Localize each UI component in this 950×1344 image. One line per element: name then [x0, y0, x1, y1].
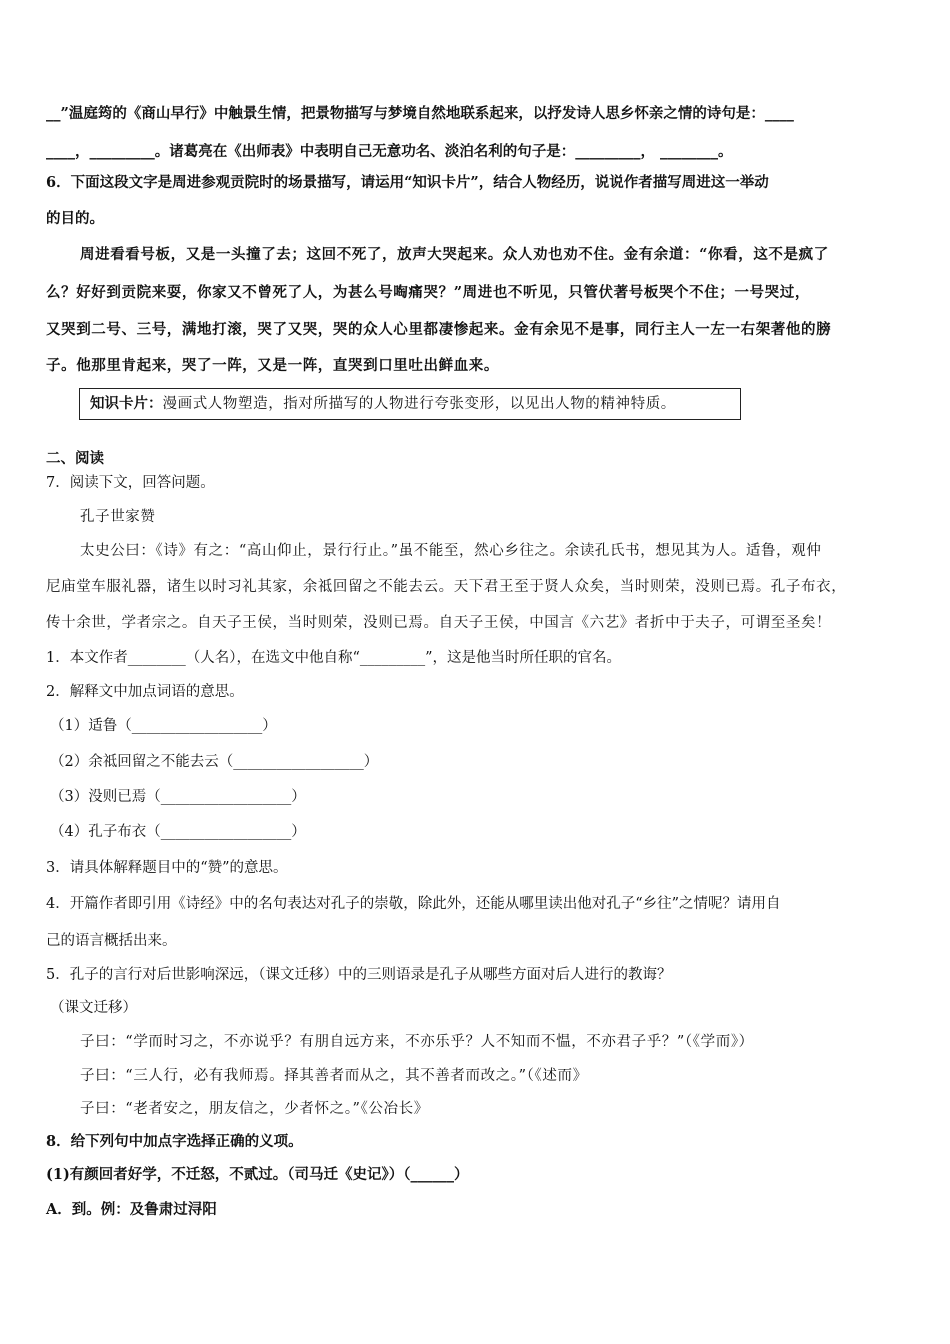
- poem-fill-line-1: __”温庭筠的《商山早行》中触景生情，把景物描写与梦境自然地联系起来，以抒发诗人思乡怀亲之情的诗句是：____: [46, 105, 794, 122]
- poem-fill-line-2: ____，_________。诸葛亮在《出师表》中表明自己无意功名、淡泊名利的句子是：_________， ________。: [46, 143, 733, 160]
- text-line-2: 尼庙堂车服礼器，诸生以时习礼其家，余祗回留之不能去云。天下君王至于贤人众矣，当时则荣，没则已焉。孔子布衣，: [46, 579, 847, 595]
- analects-quote-1: 子曰：“学而时习之，不亦说乎？有朋自远方来，不亦乐乎？人不知而不愠，不亦君子乎？”（《学而》）: [80, 1034, 754, 1050]
- text-title: 孔子世家赞: [80, 509, 156, 525]
- subquestion-4-line-1: 4．开篇作者即引用《诗经》中的名句表达对孔子的崇敬，除此外，还能从哪里读出他对孔子“乡往”之情呢？请用自: [46, 896, 781, 912]
- subquestion-2: 2．解释文中加点词语的意思。: [46, 684, 244, 700]
- passage-line-4: 子。他那里肯起来，哭了一阵，又是一阵，直哭到口里吐出鲜血来。: [46, 357, 499, 374]
- subquestion-4-line-2: 己的语言概括出来。: [46, 933, 177, 949]
- knowledge-card-label: 知识卡片：: [90, 395, 163, 412]
- subquestion-2-item-2: （2）余祗回留之不能去云（__________________）: [50, 754, 379, 770]
- analects-quote-3: 子曰：“老者安之，朋友信之，少者怀之。”《公冶长》: [80, 1101, 429, 1117]
- passage-line-3: 又哭到二号、三号，满地打滚，哭了又哭，哭的众人心里都凄惨起来。金有余见不是事，同行主人一左一右架著他的膀: [46, 321, 832, 338]
- question-6-line-1: 6．下面这段文字是周进参观贡院时的场景描写，请运用“知识卡片”，结合人物经历，说说作者描写周进这一举动: [46, 174, 769, 191]
- transfer-heading: （课文迁移）: [50, 1000, 137, 1016]
- question-8-option-a: A．到。例：及鲁肃过浔阳: [46, 1201, 217, 1218]
- knowledge-card-text: 漫画式人物塑造，指对所描写的人物进行夸张变形，以见出人物的精神特质。: [162, 396, 676, 412]
- subquestion-1: 1．本文作者________（人名），在选文中他自称“_________”，这是他当时所任职的官名。: [46, 650, 622, 666]
- question-8: 8．给下列句中加点字选择正确的义项。: [46, 1133, 303, 1150]
- subquestion-3: 3．请具体解释题目中的“赞”的意思。: [46, 860, 288, 876]
- subquestion-5: 5．孔子的言行对后世影响深远，（课文迁移）中的三则语录是孔子从哪些方面对后人进行的教诲？: [46, 967, 672, 983]
- subquestion-2-item-3: （3）没则已焉（__________________）: [50, 789, 306, 805]
- text-line-1: 太史公曰：《诗》有之：“高山仰止，景行行止。”虽不能至，然心乡往之。余读孔氏书，想见其为人。适鲁，观仲: [80, 543, 822, 559]
- question-8-item-1: (1)有颜回者好学，不迁怒，不贰过。（司马迁《史记》）（______）: [46, 1166, 469, 1183]
- text-line-3: 传十余世，学者宗之。自天子王侯，当时则荣，没则已焉。自天子王侯，中国言《六艺》者折中于夫子，可谓至圣矣！: [46, 615, 832, 631]
- knowledge-card: [79, 388, 741, 420]
- question-6-line-2: 的目的。: [46, 210, 104, 227]
- question-7: 7．阅读下文，回答问题。: [46, 475, 215, 491]
- section-2-heading: 二、阅读: [46, 450, 104, 467]
- subquestion-2-item-1: （1）适鲁（__________________）: [50, 718, 277, 734]
- subquestion-2-item-4: （4）孔子布衣（__________________）: [50, 824, 306, 840]
- analects-quote-2: 子曰：“三人行，必有我师焉。择其善者而从之，其不善者而改之。”（《述而》: [80, 1068, 588, 1084]
- passage-line-1: 周进看看号板，又是一头撞了去；这回不死了，放声大哭起来。众人劝也劝不住。金有余道：“你看，这不是疯了: [80, 246, 829, 263]
- passage-line-2: 么？好好到贡院来耍，你家又不曾死了人，为甚么号啕痛哭？”周进也不听见，只管伏著号板哭个不住；一号哭过，: [46, 284, 810, 301]
